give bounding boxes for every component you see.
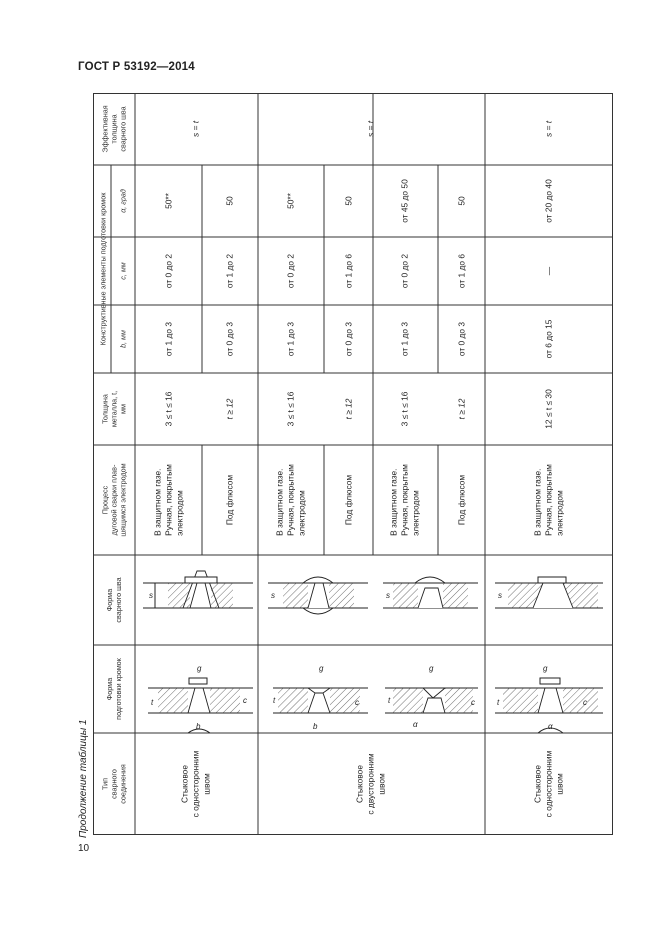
b-value: от 0 до 3 (456, 321, 467, 357)
process-value: Под флюсом (224, 474, 235, 526)
svg-text:g: g (543, 664, 548, 673)
page-number: 10 (78, 843, 90, 854)
process-value: Под флюсом (343, 474, 354, 526)
edge-prep-drawing (385, 688, 478, 713)
c-value: от 0 до 2 (163, 253, 174, 289)
header-c: c, мм (118, 262, 128, 280)
effective-thickness: s = t (190, 120, 201, 138)
header-weld-form: Форма сварного шва (105, 577, 123, 623)
header-metal-thickness: Толщина металла, t, мм (100, 390, 128, 428)
svg-text:t: t (388, 696, 391, 705)
svg-text:g: g (197, 664, 202, 673)
process-value: В защитном газе. Ручная, покрытым электродом (532, 464, 565, 536)
header-structural-group: Конструктивные элементы подготовки кромок (98, 192, 108, 346)
alpha-value: 50 (456, 196, 467, 206)
svg-text:s: s (149, 591, 153, 600)
header-alpha: α, град (118, 189, 128, 213)
c-value: — (543, 266, 554, 276)
joint-table (93, 93, 613, 835)
alpha-value: от 45 до 50 (399, 179, 410, 223)
thickness-value: t ≥ 12 (456, 398, 467, 420)
continuation-label: Продолжение таблицы 1 (78, 719, 89, 838)
process-value: В защитном газе. Ручная, покрытым электродом (388, 464, 421, 536)
thickness-value: 3 ≤ t ≤ 16 (285, 391, 296, 427)
alpha-value: от 20 до 40 (543, 179, 554, 223)
edge-prep-drawing (148, 678, 253, 733)
thickness-value: t ≥ 12 (343, 398, 354, 420)
thickness-value: 3 ≤ t ≤ 16 (163, 391, 174, 427)
c-value: от 1 до 2 (224, 253, 235, 289)
weld-form-drawing (143, 571, 253, 608)
c-value: от 0 до 2 (399, 253, 410, 289)
b-value: от 1 до 3 (399, 321, 410, 357)
document-title: ГОСТ Р 53192—2014 (78, 61, 195, 73)
weld-label: s (386, 591, 390, 600)
process-value: В защитном газе. Ручная, покрытым электродом (274, 464, 307, 536)
weld-label: s (498, 591, 502, 600)
effective-thickness: s = t (543, 120, 554, 138)
header-edge-prep-form: Форма подготовки кромок (105, 658, 123, 720)
b-value: от 6 до 15 (543, 319, 554, 359)
alpha-value: 50 (224, 196, 235, 206)
header-effective-thickness: Эффективная толщина сварного шва (100, 105, 128, 153)
c-value: от 1 до 6 (343, 253, 354, 289)
alpha-value: 50** (285, 193, 296, 209)
alpha-value: 50** (163, 193, 174, 209)
thickness-value: 3 ≤ t ≤ 16 (399, 391, 410, 427)
svg-text:c: c (471, 698, 475, 707)
weld-form-drawing (268, 577, 368, 614)
header-process: Процесс дуговой сварки плав- шящимся электродом (100, 463, 128, 537)
svg-text:α: α (413, 720, 418, 729)
svg-text:g: g (319, 664, 324, 673)
process-value: Под флюсом (456, 474, 467, 526)
header-b: b, мм (118, 330, 128, 348)
weld-label: s (271, 591, 275, 600)
c-value: от 0 до 2 (285, 253, 296, 289)
alpha-value: 50 (343, 196, 354, 206)
thickness-value: 12 ≤ t ≤ 30 (543, 389, 554, 429)
weld-form-drawing (383, 577, 478, 608)
weld-form-drawing (495, 577, 603, 608)
b-value: от 1 до 3 (163, 321, 174, 357)
c-value: от 1 до 6 (456, 253, 467, 289)
b-value: от 1 до 3 (285, 321, 296, 357)
svg-text:t: t (497, 698, 500, 707)
svg-text:c: c (243, 696, 247, 705)
joint-type-value: Стыковое с двусторонним швом (354, 753, 387, 815)
svg-text:b: b (196, 722, 201, 731)
b-value: от 0 до 3 (343, 321, 354, 357)
process-value: В защитном газе. Ручная, покрытым электродом (152, 464, 185, 536)
edge-prep-drawing (273, 688, 368, 713)
svg-text:g: g (429, 664, 434, 673)
svg-text:c: c (355, 698, 359, 707)
joint-type-value: Стыковое с односторонним швом (532, 750, 565, 818)
svg-text:b: b (313, 722, 318, 731)
svg-text:α: α (548, 722, 553, 731)
weld-drawings (93, 93, 613, 835)
svg-text:c: c (583, 698, 587, 707)
b-value: от 0 до 3 (224, 321, 235, 357)
header-joint-type: Тип сварного соединения (100, 764, 128, 804)
effective-thickness: s = t (365, 120, 376, 138)
svg-text:t: t (273, 696, 276, 705)
joint-type-value: Стыковое с односторонним швом (179, 750, 212, 818)
weld-form-dimension (149, 583, 155, 608)
thickness-value: t ≥ 12 (224, 398, 235, 420)
svg-text:t: t (151, 698, 154, 707)
